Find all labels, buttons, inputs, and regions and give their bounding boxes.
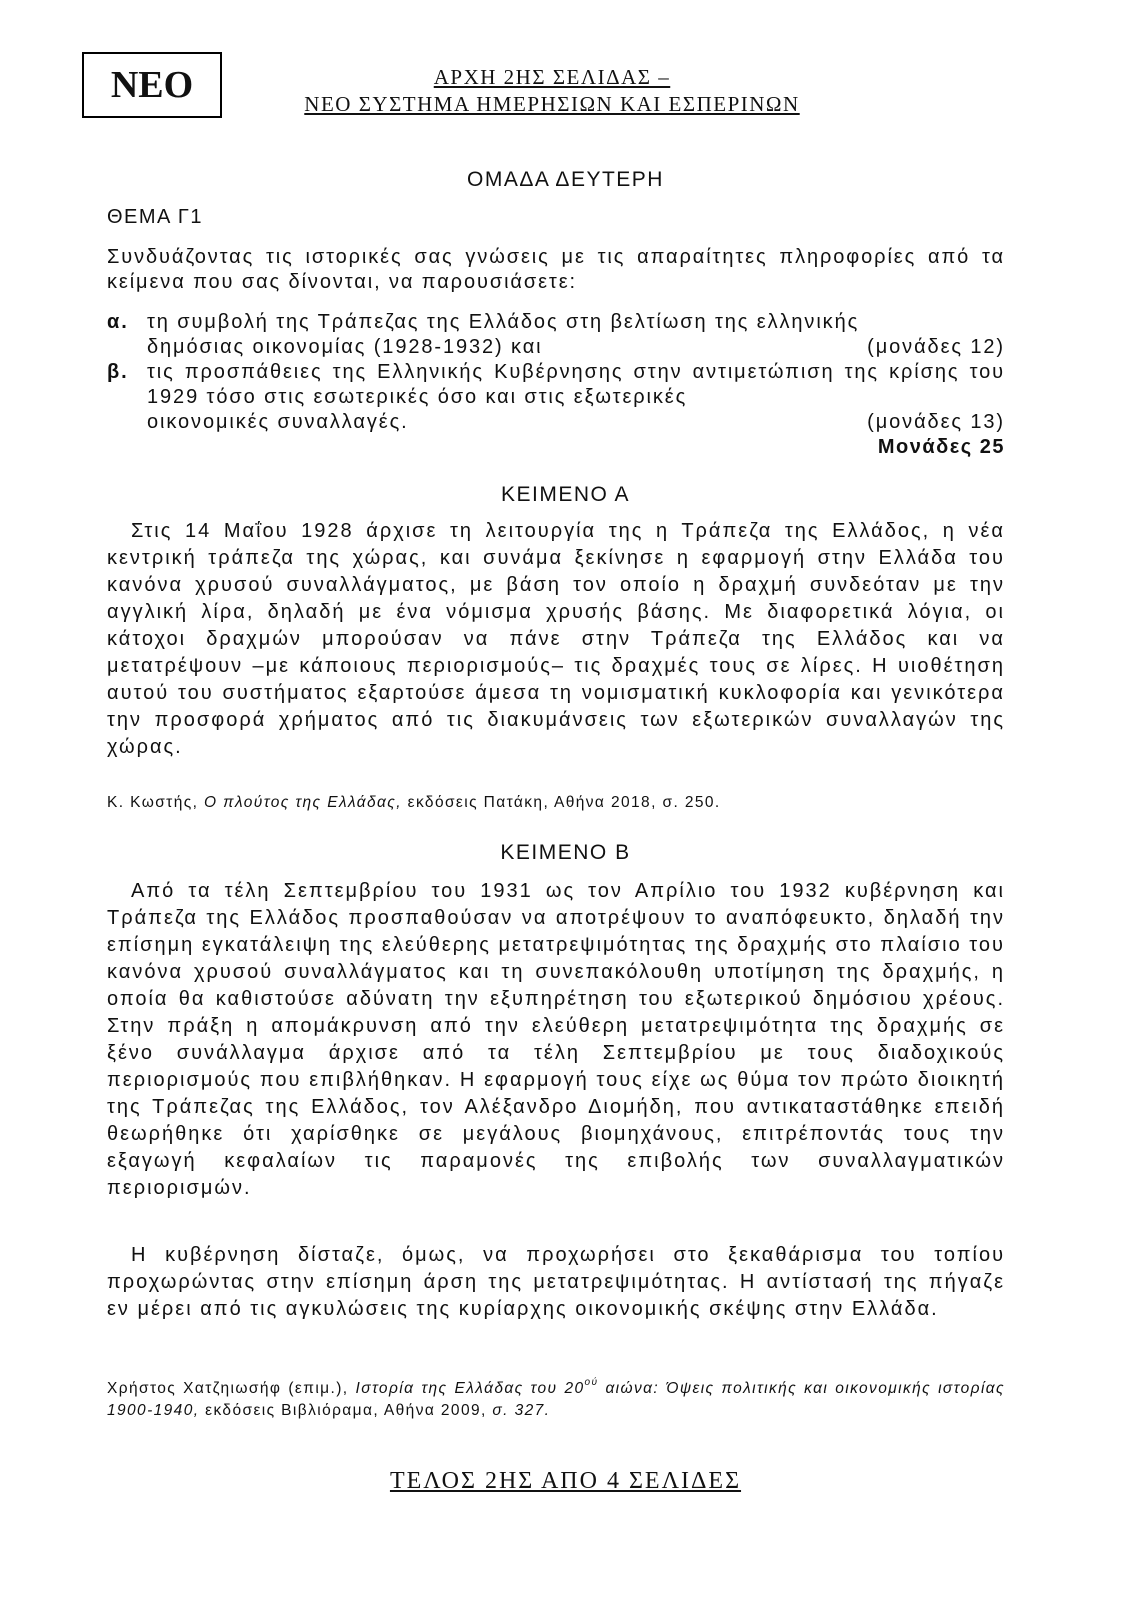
header-line-1: ΑΡΧΗ 2ΗΣ ΣΕΛΙΔΑΣ – [433,65,671,89]
text-b-paragraph-2: Η κυβέρνηση δίσταζε, όμως, να προχωρήσει στο ξεκαθάρισμα του τοπίου προχωρώντας στην επίσημη άρση της μετατρεψιμότητας. Η αντίστασή της πήγαζε εν μέρει από τις αγκυλώσεις της κυρίαρχης οικονομικής σκέψης στην Ελλάδα. [107,1244,1005,1320]
item-a-text: τη συμβολή της Τράπεζας της Ελλάδος στη βελτίωση της ελληνικής [147,311,860,333]
question-item-b [107,360,1005,435]
item-b-units: (μονάδες 13) [867,411,1005,433]
text-b-source-author: Χρήστος Χατζηιωσήφ (επιμ.), [107,1380,349,1397]
text-b-source-superscript: ού [584,1377,599,1388]
text-a-source [107,792,1005,814]
text-b-source-rest: εκδόσεις Βιβλιόραμα, Αθήνα 2009, [205,1402,487,1419]
text-b-source-page: σ. 327. [492,1402,551,1419]
page-footer: ΤΕΛΟΣ 2ΗΣ ΑΠΟ 4 ΣΕΛΙΔΕΣ [389,1468,742,1494]
header-line-2: ΝΕΟ ΣΥΣΤΗΜΑ ΗΜΕΡΗΣΙΩΝ ΚΑΙ ΕΣΠΕΡΙΝΩΝ [304,92,800,116]
total-units: Μονάδες 25 [877,436,1005,458]
item-a-units: (μονάδες 12) [867,336,1005,358]
text-a-title: ΚΕΙΜΕΝΟ Α [500,483,631,506]
text-a-body: Στις 14 Μαΐου 1928 άρχισε τη λειτουργία της η Τράπεζα της Ελλάδος, η νέα κεντρική τράπεζα της χώρας, και συνάμα ξεκίνησε η εφαρμογή στην Ελλάδα του κανόνα χρυσού συναλλάγματος, με βάση τον οποίο η δραχμή συνδεόταν με την αγγλική λίρα, δηλαδή με ένα νόμισμα χρυσής βάσης. Με διαφορετικά λόγια, οι κάτοχοι δραχμών μπορούσαν να πάνε στην Τράπεζα της Ελλάδος και να μετατρέψουν –με κάποιους περιορισμούς– τις δραχμές τους σε λίρες. Η υιοθέτηση αυτού του συστήματος εξαρτούσε άμεσα τη νομισματική κυκλοφορία και γενικότερα την προσφορά χρήματος από τις διακυμάνσεις των εξωτερικών συναλλαγών της χώρας. [107,520,1005,758]
text-b-source-title-1: Ιστορία της Ελλάδας του 20 [355,1380,585,1397]
topic-title: ΘΕΜΑ Γ1 [107,206,203,228]
item-b-label: β. [107,361,129,383]
text-b-paragraph-1: Από τα τέλη Σεπτεμβρίου του 1931 ως τον Απρίλιο του 1932 κυβέρνηση και Τράπεζα της Ελλάδος προσπαθούσαν να αποτρέψουν το αναπόφευκτο, δηλαδή την επίσημη εγκατάλειψη της ελεύθερης μετατρεψιμότητας της δραχμής στο πλαίσιο του κανόνα χρυσού συναλλάγματος και τη συνεπακόλουθη υποτίμηση της δραχμής, η οποία θα καθιστούσε αδύνατη την εξυπηρέτηση του εξωτερικού δημόσιου χρέους. Στην πράξη η απομάκρυνση από την ελεύθερη μετατρεψιμότητα της δραχμής σε ξένο συνάλλαγμα άρχισε από τα τέλη Σεπτεμβρίου με τους διαδοχικούς περιορισμούς που επιβλήθηκαν. Η εφαρμογή τους είχε ως θύμα τον πρώτο διοικητή της Τράπεζας της Ελλάδος, τον Αλέξανδρο Διομήδη, που αντικαταστάθηκε επειδή θεωρήθηκε ότι χαρίσθηκε σε μεγάλους βιομηχάνους, επιτρέποντάς τους την εξαγωγή κεφαλαίων τις παραμονές της επιβολής των συναλλαγματικών περιορισμών. [107,880,1005,1199]
page-header [262,64,842,118]
text-b-source [107,1378,1005,1422]
neo-stamp-label: ΝΕΟ [110,64,194,106]
item-b-last-line: οικονομικές συναλλαγές. [147,411,409,433]
item-a-label: α. [107,311,129,333]
text-a-source-title: Ο πλούτος της Ελλάδας, [204,794,402,811]
neo-stamp [82,52,222,118]
text-b-title: ΚΕΙΜΕΝΟ Β [500,841,631,864]
text-a-source-rest: εκδόσεις Πατάκη, Αθήνα 2018, σ. 250. [407,794,721,811]
item-b-text: τις προσπάθειες της Ελληνικής Κυβέρνησης στην αντιμετώπιση της κρίσης του 1929 τόσο στις εσωτερικές όσο και στις εξωτερικές [147,361,1005,408]
item-a-last-line: δημόσιας οικονομίας (1928-1932) και [147,336,543,358]
text-b-source-title-2: αιώνα: Όψεις πολιτικής και οικονομικής ιστορίας 1900-1940, [107,1380,1005,1419]
intro-text: Συνδυάζοντας τις ιστορικές σας γνώσεις με τις απαραίτητες πληροφορίες από τα κείμενα που σας δίνονται, να παρουσιάσετε: [107,246,1005,293]
group-title: ΟΜΑΔΑ ΔΕΥΤΕΡΗ [467,168,664,191]
text-a-source-author: Κ. Κωστής, [107,794,199,811]
question-item-a [107,310,1005,360]
